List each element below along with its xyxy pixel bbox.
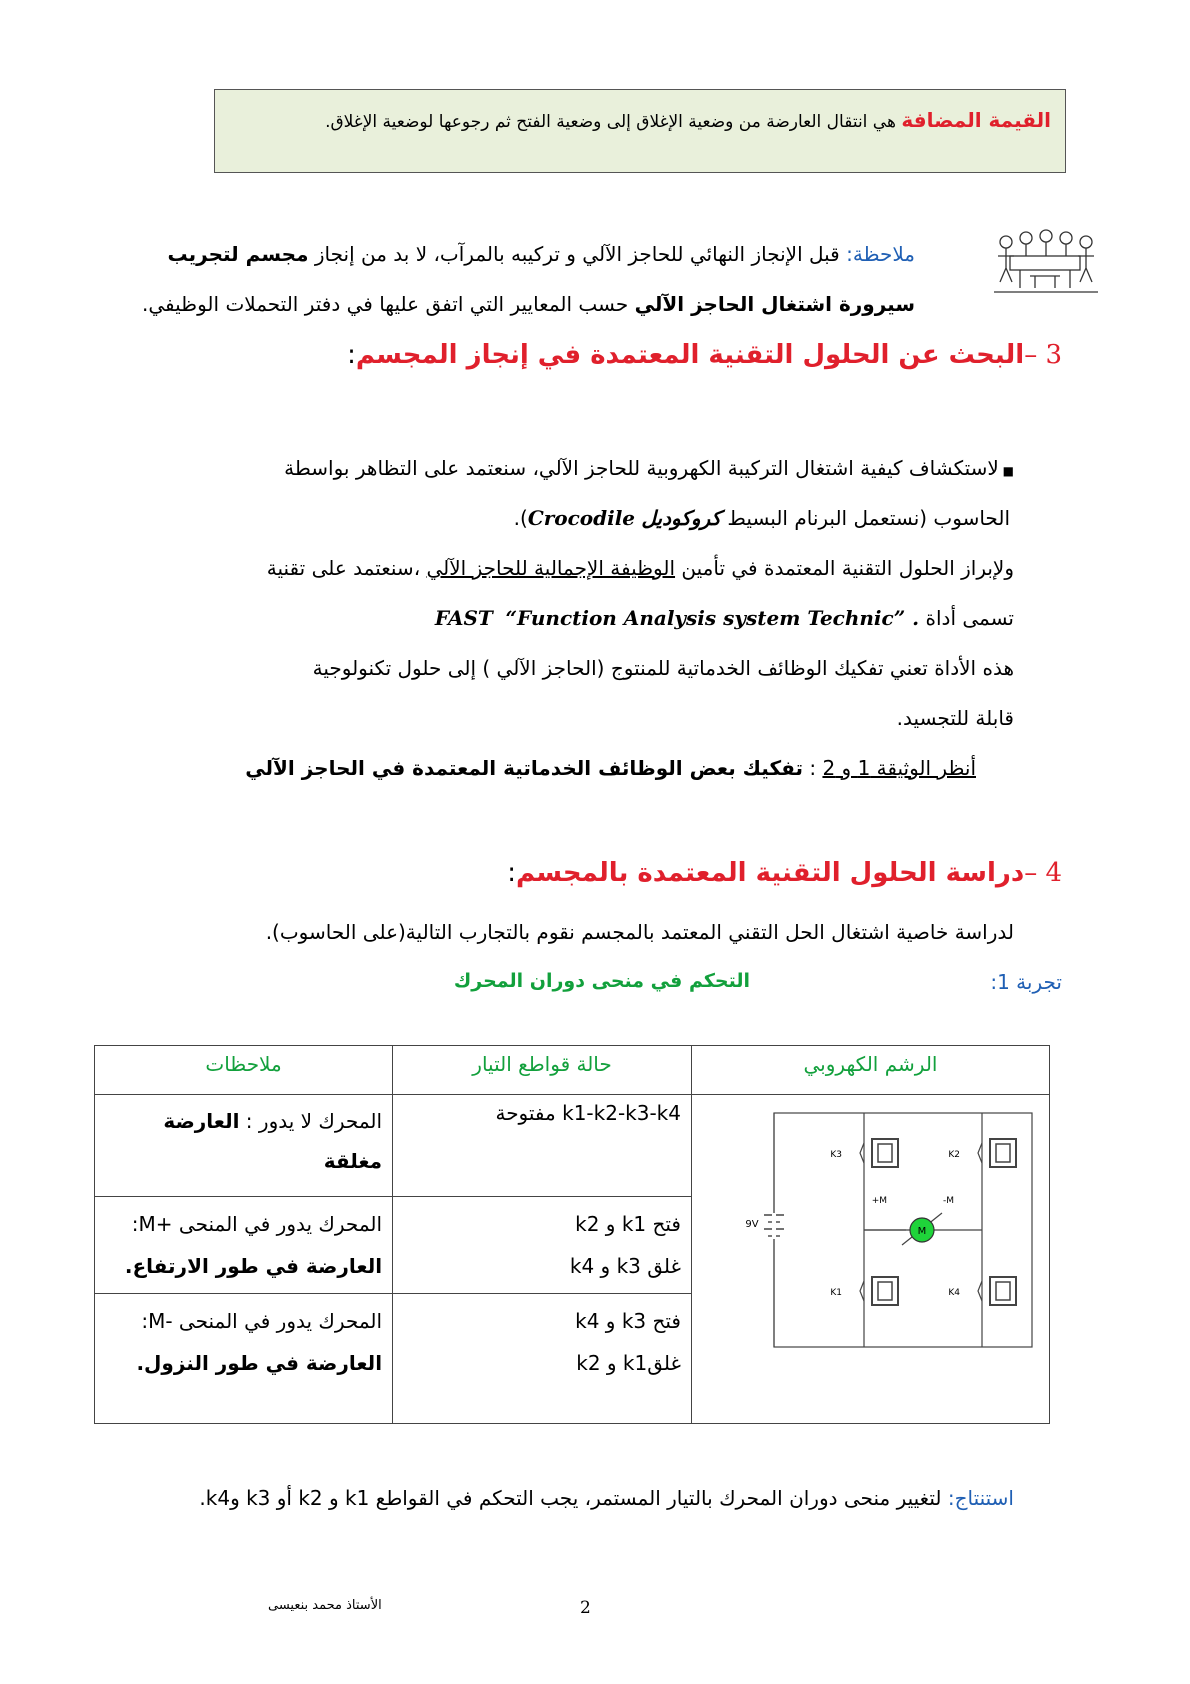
bullet-square-icon: ■	[998, 464, 1014, 478]
meeting-illustration-icon	[990, 226, 1102, 298]
bullet-1	[284, 456, 1014, 480]
bullet-1-cont-a: الحاسوب (نستعمل البرنام البسيط	[721, 506, 1010, 530]
para-5: قابلة للتجسيد.	[896, 706, 1014, 730]
bullet-1-text: لاستكشاف كيفية اشتغال التركيبة الكهروبية للحاجز الآلي، سنعتمد على التظاهر بواسطة	[284, 456, 999, 480]
definition-body: هي انتقال العارضة من وضعية الإغلاق إلى وضعية الفتح ثم رجوعها لوضعية الإغلاق.	[325, 112, 902, 132]
note-3-line-1: المحرك يدور في المنحى -M:	[141, 1309, 383, 1333]
conclusion	[199, 1486, 1014, 1510]
section-3-title: البحث عن الحلول التقنية المعتمدة في إنجاز المجسم	[355, 340, 1025, 370]
bullet-1-cont	[514, 506, 1010, 530]
section-3-heading	[347, 340, 1062, 370]
motor-plus-label: M+	[871, 1196, 887, 1206]
header-diagram: الرشم الكهروبي	[692, 1046, 1050, 1095]
see-documents	[245, 756, 976, 780]
definition-text	[325, 108, 1051, 132]
note-1-line-1	[105, 1101, 382, 1141]
note-text-1b: مجسم لتجريب	[167, 242, 309, 266]
crocodile-ar: كروكوديل	[641, 506, 722, 530]
state-2-line-1: فتح k1 و k2	[575, 1212, 681, 1236]
definition-box	[214, 89, 1066, 173]
state-cell-2	[393, 1197, 692, 1294]
note-3-c: العارضة في طور النزول.	[136, 1351, 383, 1375]
fast-expansion: “Function Analysis system Technic” .	[505, 606, 920, 630]
switch-k4-label: K4	[948, 1288, 960, 1298]
para-4: هذه الأداة تعني تفكيك الوظائف الخدماتية للمنتوج (الحاجز الآلي ) إلى حلول تكنولوجية	[312, 656, 1014, 680]
header-notes: ملاحظات	[95, 1046, 393, 1095]
state-3-line-1: فتح k3 و k4	[575, 1309, 681, 1333]
fast-label: FAST	[434, 606, 493, 630]
section-4-heading	[507, 858, 1062, 888]
switch-k1-label: K1	[830, 1288, 842, 1298]
note-text-1a: قبل الإنجاز النهائي للحاجز الآلي و تركيبه بالمرآب، لا بد من إنجاز	[308, 242, 847, 266]
motor-label: M	[917, 1226, 927, 1237]
note-1-line-2	[105, 1141, 382, 1181]
note-label: ملاحظة:	[846, 242, 915, 266]
note-2-line-2	[105, 1245, 382, 1287]
bullet-1-cont-d: ).	[513, 506, 528, 530]
see-sep: :	[803, 756, 823, 780]
motor-minus-label: M-	[942, 1196, 954, 1206]
state-cell-1	[393, 1095, 692, 1197]
conclusion-label: استنتاج:	[947, 1486, 1014, 1510]
note-2-c: العارضة في طور الارتفاع.	[124, 1254, 383, 1278]
note-cell-2	[95, 1197, 393, 1294]
note-1-b: العارضة	[163, 1109, 240, 1133]
note-line-1	[167, 242, 915, 266]
state-cell-3	[393, 1294, 692, 1424]
note-1-c: مغلقة	[323, 1149, 383, 1173]
header-state: حالة قواطع التيار	[393, 1046, 692, 1095]
section-3-colon: :	[347, 340, 356, 370]
para-2-a: ولإبراز الحلول التقنية المعتمدة في تأمين	[675, 556, 1014, 580]
note-1-a: المحرك لا يدور :	[239, 1109, 383, 1133]
state-3-line-2: غلقk1 و k2	[576, 1351, 681, 1375]
state-1-line-1: k1-k2-k3-k4 مفتوحة	[495, 1101, 681, 1125]
state-2-line-2: غلق k3 و k4	[569, 1254, 681, 1278]
para-2-b: الوظيفة الإجمالية للحاجز الآلي	[426, 556, 676, 580]
section-3-number: 3 –	[1024, 340, 1062, 370]
conclusion-text: لتغيير منحى دوران المحرك بالتيار المستمر، يجب التحكم في القواطع k1 و k2 أو k3 وk4.	[199, 1486, 948, 1510]
battery-label: 9V	[745, 1219, 759, 1230]
section-4-colon: :	[507, 858, 517, 888]
note-text-2b: حسب المعايير التي اتفق عليها في دفتر التحملات الوظيفي.	[142, 292, 635, 316]
para-3	[435, 606, 1014, 630]
experiment-title: التحكم في منحى دوران المحرك	[453, 970, 750, 992]
note-cell-3	[95, 1294, 393, 1424]
study-intro: لدراسة خاصية اشتغال الحل التقني المعتمد بالمجسم نقوم بالتجارب التالية(على الحاسوب).	[265, 920, 1014, 944]
para-3-a: تسمى أداة	[919, 606, 1014, 630]
experiment-label: تجربة 1:	[990, 970, 1062, 994]
circuit-diagram	[692, 1095, 1049, 1371]
see-documents-title: تفكيك بعض الوظائف الخدماتية المعتمدة في الحاجز الآلي	[245, 756, 803, 780]
para-2-c: ،سنعتمد على تقنية	[266, 556, 427, 580]
note-3-line-2	[105, 1342, 382, 1384]
section-4-title: دراسة الحلول التقنية المعتمدة بالمجسم	[516, 858, 1025, 888]
see-documents-link: أنظر الوثيقة 1 و 2	[822, 756, 976, 780]
definition-term: القيمة المضافة	[901, 108, 1051, 132]
circuit-cell	[692, 1095, 1050, 1424]
switch-k2-label: K2	[948, 1150, 960, 1160]
switch-k3-label: K3	[830, 1150, 842, 1160]
crocodile-en: Crocodile	[527, 506, 636, 530]
experiment-table	[94, 1045, 1050, 1424]
note-cell-1	[95, 1095, 393, 1197]
note-2-line-1: المحرك يدور في المنحى +M:	[131, 1212, 383, 1236]
note-line-2	[142, 292, 915, 316]
footer-author: الأستاذ محمد بنعيسى	[268, 1598, 382, 1613]
note-text-2a: سيرورة اشتغال الحاجز الآلي	[634, 292, 915, 316]
section-4-number: 4 –	[1024, 858, 1062, 888]
page-number: 2	[580, 1598, 591, 1618]
para-2	[267, 556, 1014, 580]
